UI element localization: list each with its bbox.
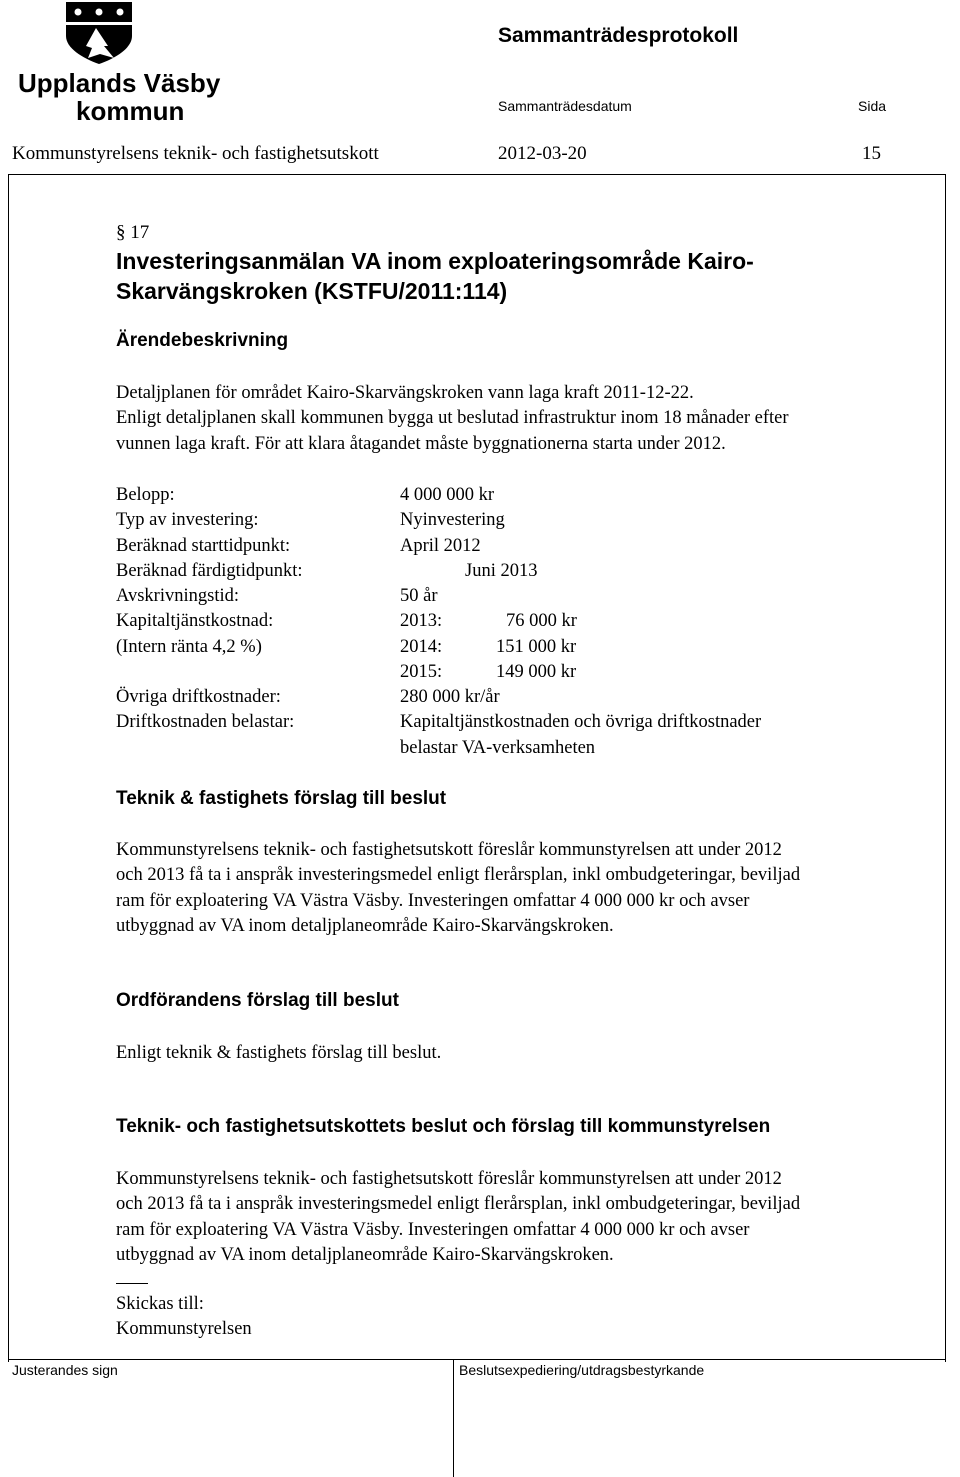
paragraph-number: § 17 — [116, 222, 150, 243]
page-number: 15 — [862, 143, 881, 164]
finish-value: Juni 2013 — [465, 561, 538, 581]
proposal-line: utbyggnad av VA inom detaljplaneområde Kairo-Skarvängskroken. — [116, 915, 614, 936]
description-heading: Ärendebeskrivning — [116, 330, 289, 351]
description-line: Detaljplanen för området Kairo-Skarvängskroken vann laga kraft 2011-12-22. — [116, 383, 694, 403]
interest-label: (Intern ränta 4,2 %) — [116, 637, 262, 657]
capital-year: 2015: — [400, 662, 443, 682]
capital-amount: 149 000 kr — [496, 662, 577, 682]
frame-left — [8, 174, 9, 1362]
send-to-rule — [116, 1283, 148, 1284]
finish-label: Beräknad färdigtidpunkt: — [116, 561, 303, 581]
capital-amount: 76 000 kr — [506, 611, 577, 631]
charged-value-line1: Kapitaltjänstkostnaden och övriga driftkostnader — [400, 712, 762, 732]
chair-proposal-heading: Ordförandens förslag till beslut — [116, 990, 399, 1011]
decision-text — [116, 1167, 800, 1268]
footer-signature-label: Justerandes sign — [12, 1362, 118, 1378]
municipality-logo — [8, 2, 221, 126]
description-text — [116, 381, 789, 457]
item-title-line2: Skarvängskroken (KSTFU/2011:114) — [116, 278, 508, 304]
other-costs-label: Övriga driftkostnader: — [116, 687, 281, 707]
proposal-line: och 2013 få ta i anspråk investeringsmedel enligt flerårsplan, inkl ombudgeteringar, beviljad — [116, 865, 801, 886]
investment-type-value: Nyinvestering — [400, 510, 505, 530]
description-line: vunnen laga kraft. För att klara åtagandet måste byggnationerna starta under 2012. — [116, 433, 726, 454]
footer-expedition-label: Beslutsexpediering/utdragsbestyrkande — [459, 1362, 705, 1378]
proposal-heading: Teknik & fastighets förslag till beslut — [116, 788, 447, 809]
send-to-recipient: Kommunstyrelsen — [116, 1319, 252, 1339]
coat-of-arms-icon — [8, 2, 221, 126]
logo-text-line2: kommun — [76, 96, 185, 126]
meeting-date-label: Sammanträdesdatum — [498, 98, 632, 114]
page-label: Sida — [858, 98, 887, 114]
amount-value: 4 000 000 kr — [400, 485, 495, 505]
footer-rule — [8, 1359, 946, 1360]
document-type: Sammanträdesprotokoll — [498, 24, 739, 47]
decision-line: utbyggnad av VA inom detaljplaneområde Kairo-Skarvängskroken. — [116, 1244, 614, 1265]
decision-line: Kommunstyrelsens teknik- och fastighetsutskott föreslår kommunstyrelsen att under 2012 — [116, 1169, 782, 1189]
capital-year: 2013: — [400, 611, 443, 631]
capital-amount: 151 000 kr — [496, 637, 577, 657]
charged-label: Driftkostnaden belastar: — [116, 712, 295, 732]
proposal-line: Kommunstyrelsens teknik- och fastighetsutskott föreslår kommunstyrelsen att under 2012 — [116, 840, 782, 860]
other-costs-value: 280 000 kr/år — [400, 687, 500, 707]
frame-right — [945, 174, 946, 1362]
committee-name: Kommunstyrelsens teknik- och fastighetsutskott — [12, 143, 379, 164]
proposal-line: ram för exploatering VA Västra Väsby. Investeringen omfattar 4 000 000 kr och avser — [116, 890, 750, 911]
logo-text-line1: Upplands Väsby — [18, 68, 221, 98]
capital-year: 2014: — [400, 637, 443, 657]
capital-cost-label: Kapitaltjänstkostnad: — [116, 611, 274, 631]
start-value: April 2012 — [400, 536, 481, 556]
decision-line: ram för exploatering VA Västra Väsby. Investeringen omfattar 4 000 000 kr och avser — [116, 1219, 750, 1240]
decision-line: och 2013 få ta i anspråk investeringsmedel enligt flerårsplan, inkl ombudgeteringar, beviljad — [116, 1194, 801, 1215]
send-to-label: Skickas till: — [116, 1294, 204, 1314]
depreciation-label: Avskrivningstid: — [116, 586, 239, 606]
charged-value-line2: belastar VA-verksamheten — [400, 738, 596, 758]
chair-proposal-text: Enligt teknik & fastighets förslag till beslut. — [116, 1043, 442, 1063]
investment-type-label: Typ av investering: — [116, 510, 259, 530]
header-rule — [8, 174, 946, 175]
proposal-text — [116, 838, 800, 939]
amount-label: Belopp: — [116, 485, 175, 505]
description-line: Enligt detaljplanen skall kommunen bygga ut beslutad infrastruktur inom 18 månader efter — [116, 408, 789, 429]
item-title-line1: Investeringsanmälan VA inom exploateringsområde Kairo- — [116, 248, 754, 274]
meeting-date: 2012-03-20 — [498, 143, 587, 164]
decision-heading: Teknik- och fastighetsutskottets beslut och förslag till kommunstyrelsen — [116, 1116, 771, 1137]
depreciation-value: 50 år — [400, 586, 438, 606]
footer-divider — [453, 1359, 454, 1477]
start-label: Beräknad starttidpunkt: — [116, 536, 291, 556]
